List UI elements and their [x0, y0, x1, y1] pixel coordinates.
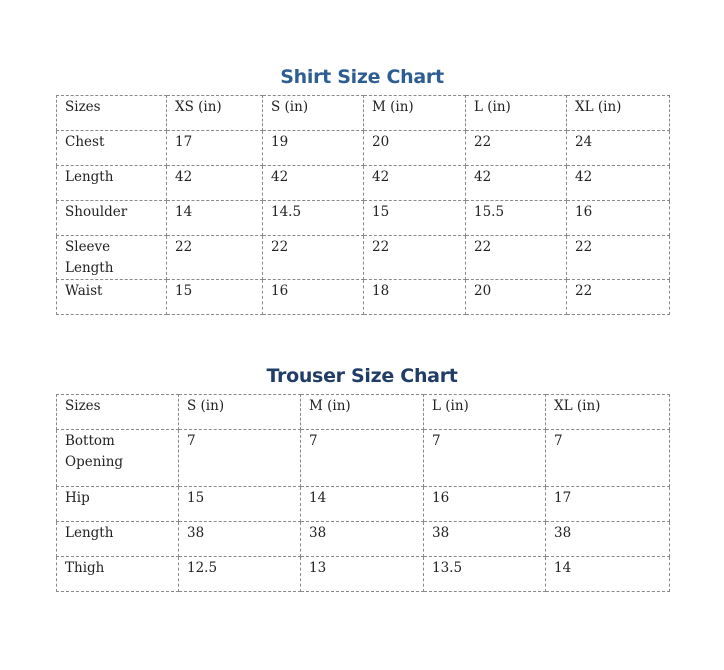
table-row	[57, 131, 670, 166]
table-header-cell: XL (in)	[546, 395, 670, 430]
table-header-cell: XL (in)	[567, 96, 670, 131]
table-cell: 17	[167, 131, 263, 166]
row-label: Bottom Opening	[57, 430, 179, 487]
table-header-cell: Sizes	[57, 395, 179, 430]
table-cell: 22	[263, 236, 364, 280]
table-cell: 7	[424, 430, 546, 487]
table-cell: 22	[466, 236, 567, 280]
table-cell: 15	[167, 280, 263, 315]
table-cell: 22	[466, 131, 567, 166]
table-cell: 42	[466, 166, 567, 201]
table-cell: 22	[567, 236, 670, 280]
table-row	[57, 430, 670, 487]
table-cell: 16	[263, 280, 364, 315]
table-header-cell: L (in)	[424, 395, 546, 430]
table-cell: 19	[263, 131, 364, 166]
table-cell: 16	[424, 487, 546, 522]
table-cell: 38	[546, 522, 670, 557]
table-cell: 7	[301, 430, 424, 487]
table-row	[57, 201, 670, 236]
table-cell: 17	[546, 487, 670, 522]
table-cell: 42	[567, 166, 670, 201]
row-label: Length	[57, 522, 179, 557]
table-header-cell: S (in)	[179, 395, 301, 430]
row-label: Shoulder	[57, 201, 167, 236]
table-cell: 22	[167, 236, 263, 280]
row-label: Thigh	[57, 557, 179, 592]
table-cell: 14	[167, 201, 263, 236]
table-row	[57, 166, 670, 201]
table-header-cell: Sizes	[57, 96, 167, 131]
table-cell: 14	[301, 487, 424, 522]
table-header-row	[57, 395, 670, 430]
table-cell: 22	[364, 236, 466, 280]
shirt-chart-title: Shirt Size Chart	[280, 66, 444, 88]
table-cell: 15	[364, 201, 466, 236]
table-cell: 7	[546, 430, 670, 487]
table-cell: 16	[567, 201, 670, 236]
trouser-size-table	[56, 394, 670, 592]
table-cell: 42	[263, 166, 364, 201]
table-row	[57, 487, 670, 522]
table-cell: 20	[364, 131, 466, 166]
table-cell: 20	[466, 280, 567, 315]
table-cell: 15.5	[466, 201, 567, 236]
table-header-cell: M (in)	[364, 96, 466, 131]
row-label: Chest	[57, 131, 167, 166]
table-cell: 38	[301, 522, 424, 557]
table-row	[57, 522, 670, 557]
table-cell: 22	[567, 280, 670, 315]
trouser-chart-title: Trouser Size Chart	[266, 365, 458, 387]
table-header-cell: L (in)	[466, 96, 567, 131]
table-cell: 7	[179, 430, 301, 487]
table-cell: 13.5	[424, 557, 546, 592]
table-header-row	[57, 96, 670, 131]
table-cell: 42	[364, 166, 466, 201]
table-cell: 13	[301, 557, 424, 592]
table-cell: 12.5	[179, 557, 301, 592]
shirt-size-table	[56, 95, 670, 315]
table-row	[57, 236, 670, 280]
table-cell: 38	[179, 522, 301, 557]
row-label: Hip	[57, 487, 179, 522]
table-header-cell: M (in)	[301, 395, 424, 430]
table-header-cell: XS (in)	[167, 96, 263, 131]
table-cell: 42	[167, 166, 263, 201]
table-cell: 14.5	[263, 201, 364, 236]
row-label: Sleeve Length	[57, 236, 167, 280]
table-cell: 15	[179, 487, 301, 522]
table-cell: 38	[424, 522, 546, 557]
table-cell: 14	[546, 557, 670, 592]
table-header-cell: S (in)	[263, 96, 364, 131]
table-cell: 18	[364, 280, 466, 315]
row-label: Waist	[57, 280, 167, 315]
table-row	[57, 280, 670, 315]
table-cell: 24	[567, 131, 670, 166]
row-label: Length	[57, 166, 167, 201]
table-row	[57, 557, 670, 592]
